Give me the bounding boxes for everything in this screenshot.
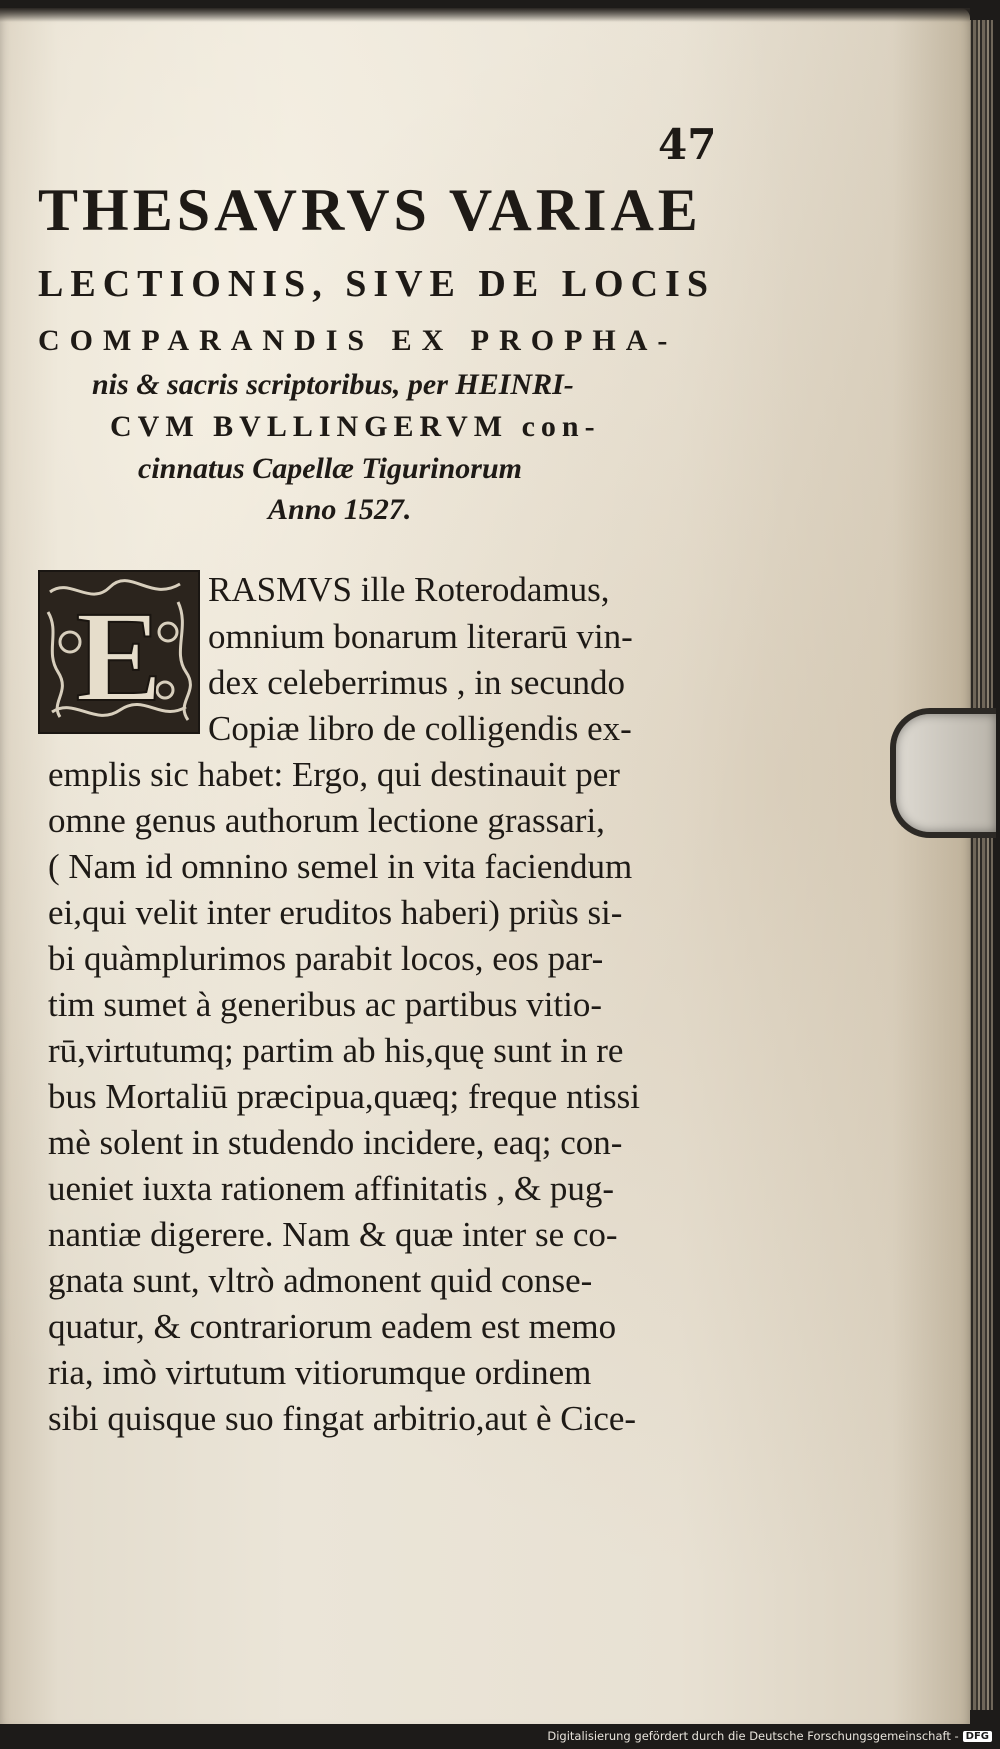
body-line: rū,virtutumq; partim ab his,quę sunt in re [48,1031,624,1070]
body-line: omne genus authorum lectione grassari, [48,801,605,840]
body-line: nantiæ digerere. Nam & quæ inter se co- [48,1215,618,1254]
book-clasp [890,708,996,838]
title-line-6: cinnatus Capellæ Tigurinorum [138,452,522,485]
body-line: ( Nam id omnino semel in vita faciendum [48,847,633,886]
page-top-shadow [0,8,970,22]
page-number: 47 [658,120,717,169]
book-page [0,8,970,1724]
title-line-5: CVM BVLLINGERVM con- [110,410,601,443]
body-line: Copiæ libro de colligendis ex- [208,709,632,748]
title-line-7: Anno 1527. [268,493,412,526]
decorated-initial-e [38,570,200,734]
body-line: tim sumet à generibus ac partibus vitio- [48,985,603,1024]
title-line-3: COMPARANDIS EX PROPHA- [38,324,678,357]
initial-letter: E [75,585,163,729]
body-line: gnata sunt, vltrò admonent quid conse- [48,1261,593,1300]
body-line: ueniet iuxta rationem affinitatis , & pug- [48,1169,615,1208]
body-line: bi quàmplurimos parabit locos, eos par- [48,939,604,978]
body-line: quatur, & contrariorum eadem est memo [48,1307,617,1346]
body-line: ria, imò virtutum vitiorumque ordinem [48,1353,592,1392]
body-line: sibi quisque suo fingat arbitrio,aut è Cice- [48,1399,637,1438]
footer-text: Digitalisierung gefördert durch die Deutsche Forschungsgemeinschaft - [547,1729,959,1743]
body-line: RASMVS ille Roterodamus, [208,570,610,609]
footer-credit [547,1727,992,1745]
body-line: emplis sic habet: Ergo, qui destinauit per [48,755,620,794]
title-line-1: THESAVRVS VARIAE [38,177,702,243]
body-line: ei,qui velit inter eruditos haberi) priùs si- [48,893,623,932]
body-line: bus Mortaliū præcipua,quæq; freque ntissi [48,1077,641,1116]
dfg-logo: DFG [963,1731,992,1742]
body-line: omnium bonarum literarū vin- [208,617,633,656]
body-line: mè solent in studendo incidere, eaq; con- [48,1123,623,1162]
title-line-4: nis & sacris scriptoribus, per HEINRI- [92,368,574,401]
title-line-2: LECTIONIS, SIVE DE LOCIS [38,263,715,305]
body-line: dex celeberrimus , in secundo [208,663,625,702]
